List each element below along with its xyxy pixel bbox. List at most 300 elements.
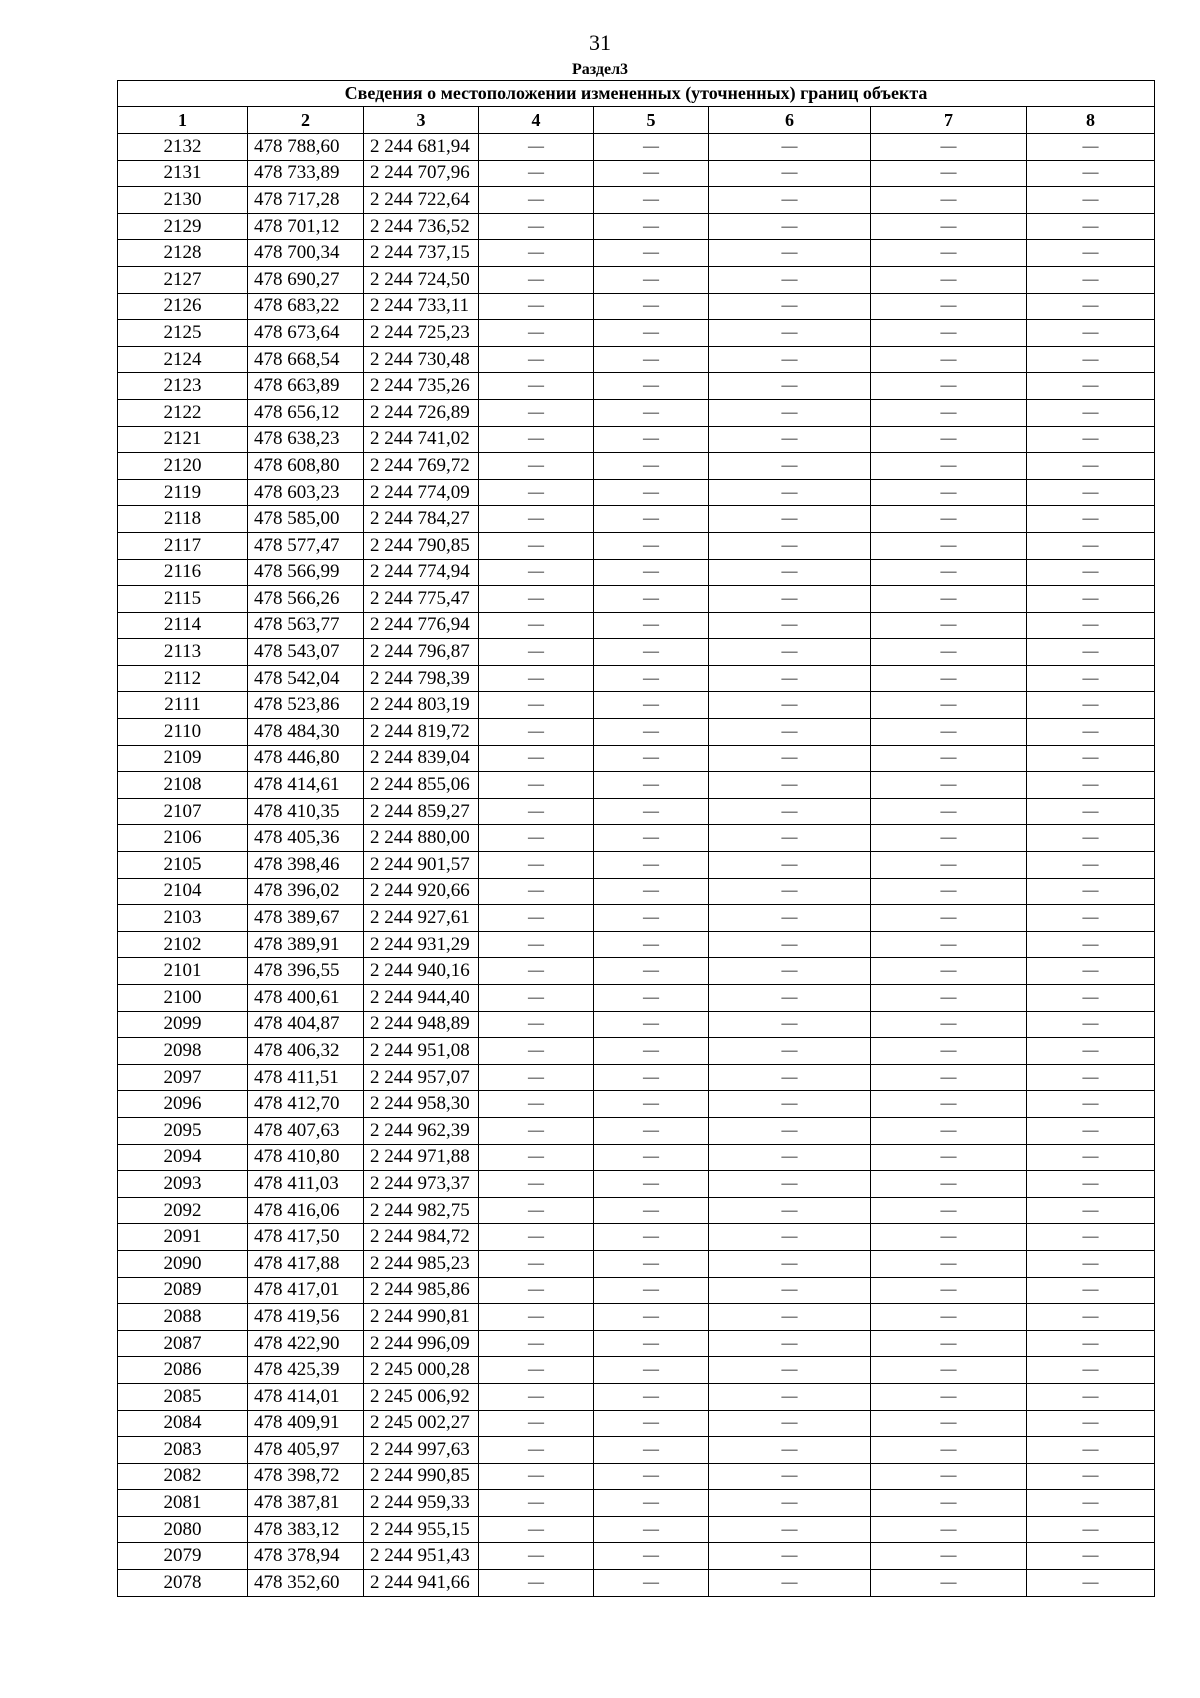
x-coordinate-cell: 478 663,89 xyxy=(248,373,364,400)
x-coordinate-cell: 478 389,67 xyxy=(248,905,364,932)
empty-cell: — xyxy=(1027,719,1155,746)
empty-cell: — xyxy=(1027,852,1155,879)
table-row xyxy=(118,1250,1155,1277)
table-row xyxy=(118,1490,1155,1517)
y-coordinate-cell: 2 244 741,02 xyxy=(364,426,479,453)
x-coordinate-cell: 478 414,61 xyxy=(248,772,364,799)
x-coordinate-cell: 478 411,03 xyxy=(248,1171,364,1198)
y-coordinate-cell: 2 244 736,52 xyxy=(364,213,479,240)
empty-cell: — xyxy=(479,825,594,852)
empty-cell: — xyxy=(871,346,1027,373)
point-number-cell: 2100 xyxy=(118,985,248,1012)
empty-cell: — xyxy=(709,266,871,293)
y-coordinate-cell: 2 244 819,72 xyxy=(364,719,479,746)
empty-cell: — xyxy=(594,1038,709,1065)
x-coordinate-cell: 478 608,80 xyxy=(248,453,364,480)
empty-cell: — xyxy=(479,772,594,799)
point-number-cell: 2123 xyxy=(118,373,248,400)
empty-cell: — xyxy=(871,878,1027,905)
x-coordinate-cell: 478 414,01 xyxy=(248,1383,364,1410)
empty-cell: — xyxy=(594,1117,709,1144)
table-row xyxy=(118,639,1155,666)
point-number-cell: 2102 xyxy=(118,931,248,958)
point-number-cell: 2107 xyxy=(118,798,248,825)
empty-cell: — xyxy=(479,240,594,267)
empty-cell: — xyxy=(479,1277,594,1304)
empty-cell: — xyxy=(709,453,871,480)
empty-cell: — xyxy=(709,1383,871,1410)
empty-cell: — xyxy=(594,1011,709,1038)
point-number-cell: 2089 xyxy=(118,1277,248,1304)
table-row xyxy=(118,1357,1155,1384)
empty-cell: — xyxy=(1027,1064,1155,1091)
empty-cell: — xyxy=(871,985,1027,1012)
y-coordinate-cell: 2 244 997,63 xyxy=(364,1437,479,1464)
empty-cell: — xyxy=(1027,453,1155,480)
point-number-cell: 2132 xyxy=(118,134,248,161)
x-coordinate-cell: 478 417,01 xyxy=(248,1277,364,1304)
table-row xyxy=(118,1410,1155,1437)
column-header-4: 4 xyxy=(479,107,594,134)
empty-cell: — xyxy=(1027,586,1155,613)
table-row xyxy=(118,506,1155,533)
y-coordinate-cell: 2 244 971,88 xyxy=(364,1144,479,1171)
table-row xyxy=(118,772,1155,799)
empty-cell: — xyxy=(594,532,709,559)
y-coordinate-cell: 2 244 776,94 xyxy=(364,612,479,639)
empty-cell: — xyxy=(594,134,709,161)
table-row xyxy=(118,532,1155,559)
point-number-cell: 2125 xyxy=(118,320,248,347)
empty-cell: — xyxy=(594,1171,709,1198)
x-coordinate-cell: 478 409,91 xyxy=(248,1410,364,1437)
empty-cell: — xyxy=(871,506,1027,533)
point-number-cell: 2085 xyxy=(118,1383,248,1410)
empty-cell: — xyxy=(479,426,594,453)
table-row xyxy=(118,373,1155,400)
empty-cell: — xyxy=(709,346,871,373)
empty-cell: — xyxy=(1027,1516,1155,1543)
table-row xyxy=(118,665,1155,692)
empty-cell: — xyxy=(1027,745,1155,772)
empty-cell: — xyxy=(871,1383,1027,1410)
point-number-cell: 2115 xyxy=(118,586,248,613)
empty-cell: — xyxy=(594,1064,709,1091)
point-number-cell: 2087 xyxy=(118,1330,248,1357)
point-number-cell: 2090 xyxy=(118,1250,248,1277)
point-number-cell: 2095 xyxy=(118,1117,248,1144)
empty-cell: — xyxy=(709,798,871,825)
y-coordinate-cell: 2 244 725,23 xyxy=(364,320,479,347)
empty-cell: — xyxy=(479,506,594,533)
empty-cell: — xyxy=(871,1117,1027,1144)
empty-cell: — xyxy=(1027,1250,1155,1277)
point-number-cell: 2119 xyxy=(118,479,248,506)
empty-cell: — xyxy=(594,426,709,453)
point-number-cell: 2127 xyxy=(118,266,248,293)
y-coordinate-cell: 2 244 722,64 xyxy=(364,187,479,214)
y-coordinate-cell: 2 244 955,15 xyxy=(364,1516,479,1543)
point-number-cell: 2131 xyxy=(118,160,248,187)
empty-cell: — xyxy=(871,1250,1027,1277)
y-coordinate-cell: 2 244 941,66 xyxy=(364,1570,479,1597)
x-coordinate-cell: 478 523,86 xyxy=(248,692,364,719)
empty-cell: — xyxy=(871,1330,1027,1357)
point-number-cell: 2120 xyxy=(118,453,248,480)
empty-cell: — xyxy=(594,958,709,985)
empty-cell: — xyxy=(1027,1383,1155,1410)
table-row xyxy=(118,134,1155,161)
empty-cell: — xyxy=(871,931,1027,958)
empty-cell: — xyxy=(479,1437,594,1464)
x-coordinate-cell: 478 396,55 xyxy=(248,958,364,985)
empty-cell: — xyxy=(1027,1117,1155,1144)
empty-cell: — xyxy=(594,373,709,400)
empty-cell: — xyxy=(709,1250,871,1277)
empty-cell: — xyxy=(594,1463,709,1490)
table-row xyxy=(118,1543,1155,1570)
empty-cell: — xyxy=(709,559,871,586)
empty-cell: — xyxy=(1027,1304,1155,1331)
empty-cell: — xyxy=(594,266,709,293)
empty-cell: — xyxy=(871,1171,1027,1198)
y-coordinate-cell: 2 244 927,61 xyxy=(364,905,479,932)
empty-cell: — xyxy=(871,213,1027,240)
table-row xyxy=(118,479,1155,506)
y-coordinate-cell: 2 244 984,72 xyxy=(364,1224,479,1251)
x-coordinate-cell: 478 683,22 xyxy=(248,293,364,320)
x-coordinate-cell: 478 398,46 xyxy=(248,852,364,879)
empty-cell: — xyxy=(871,532,1027,559)
empty-cell: — xyxy=(871,772,1027,799)
empty-cell: — xyxy=(1027,825,1155,852)
table-row xyxy=(118,1011,1155,1038)
empty-cell: — xyxy=(479,1490,594,1517)
y-coordinate-cell: 2 244 958,30 xyxy=(364,1091,479,1118)
empty-cell: — xyxy=(594,293,709,320)
y-coordinate-cell: 2 244 985,86 xyxy=(364,1277,479,1304)
x-coordinate-cell: 478 638,23 xyxy=(248,426,364,453)
empty-cell: — xyxy=(871,293,1027,320)
table-row xyxy=(118,160,1155,187)
table-row xyxy=(118,905,1155,932)
empty-cell: — xyxy=(709,745,871,772)
empty-cell: — xyxy=(479,665,594,692)
empty-cell: — xyxy=(479,346,594,373)
y-coordinate-cell: 2 244 769,72 xyxy=(364,453,479,480)
y-coordinate-cell: 2 245 000,28 xyxy=(364,1357,479,1384)
empty-cell: — xyxy=(594,1144,709,1171)
empty-cell: — xyxy=(871,1064,1027,1091)
empty-cell: — xyxy=(1027,1038,1155,1065)
empty-cell: — xyxy=(594,160,709,187)
empty-cell: — xyxy=(479,1410,594,1437)
x-coordinate-cell: 478 398,72 xyxy=(248,1463,364,1490)
empty-cell: — xyxy=(479,1570,594,1597)
empty-cell: — xyxy=(1027,1277,1155,1304)
empty-cell: — xyxy=(594,1250,709,1277)
empty-cell: — xyxy=(594,240,709,267)
x-coordinate-cell: 478 717,28 xyxy=(248,187,364,214)
y-coordinate-cell: 2 244 880,00 xyxy=(364,825,479,852)
empty-cell: — xyxy=(479,985,594,1012)
y-coordinate-cell: 2 244 839,04 xyxy=(364,745,479,772)
empty-cell: — xyxy=(1027,187,1155,214)
point-number-cell: 2110 xyxy=(118,719,248,746)
point-number-cell: 2112 xyxy=(118,665,248,692)
empty-cell: — xyxy=(871,958,1027,985)
point-number-cell: 2086 xyxy=(118,1357,248,1384)
table-row xyxy=(118,1437,1155,1464)
empty-cell: — xyxy=(479,373,594,400)
y-coordinate-cell: 2 244 931,29 xyxy=(364,931,479,958)
empty-cell: — xyxy=(709,665,871,692)
empty-cell: — xyxy=(479,1144,594,1171)
table-row xyxy=(118,1171,1155,1198)
y-coordinate-cell: 2 244 737,15 xyxy=(364,240,479,267)
x-coordinate-cell: 478 412,70 xyxy=(248,1091,364,1118)
x-coordinate-cell: 478 410,35 xyxy=(248,798,364,825)
empty-cell: — xyxy=(594,1410,709,1437)
empty-cell: — xyxy=(871,1091,1027,1118)
empty-cell: — xyxy=(709,426,871,453)
point-number-cell: 2116 xyxy=(118,559,248,586)
empty-cell: — xyxy=(479,479,594,506)
empty-cell: — xyxy=(871,1543,1027,1570)
empty-cell: — xyxy=(1027,1463,1155,1490)
table-row xyxy=(118,1383,1155,1410)
y-coordinate-cell: 2 244 990,85 xyxy=(364,1463,479,1490)
y-coordinate-cell: 2 244 735,26 xyxy=(364,373,479,400)
x-coordinate-cell: 478 352,60 xyxy=(248,1570,364,1597)
table-row xyxy=(118,852,1155,879)
empty-cell: — xyxy=(594,719,709,746)
empty-cell: — xyxy=(594,187,709,214)
empty-cell: — xyxy=(479,1091,594,1118)
empty-cell: — xyxy=(709,320,871,347)
empty-cell: — xyxy=(871,1011,1027,1038)
empty-cell: — xyxy=(594,1357,709,1384)
empty-cell: — xyxy=(479,1330,594,1357)
empty-cell: — xyxy=(594,453,709,480)
empty-cell: — xyxy=(871,426,1027,453)
table-row xyxy=(118,745,1155,772)
empty-cell: — xyxy=(594,506,709,533)
empty-cell: — xyxy=(594,1437,709,1464)
empty-cell: — xyxy=(594,931,709,958)
table-row xyxy=(118,985,1155,1012)
empty-cell: — xyxy=(709,772,871,799)
empty-cell: — xyxy=(1027,958,1155,985)
table-row xyxy=(118,426,1155,453)
y-coordinate-cell: 2 244 798,39 xyxy=(364,665,479,692)
table-row xyxy=(118,399,1155,426)
empty-cell: — xyxy=(594,559,709,586)
empty-cell: — xyxy=(594,852,709,879)
y-coordinate-cell: 2 244 784,27 xyxy=(364,506,479,533)
empty-cell: — xyxy=(594,772,709,799)
empty-cell: — xyxy=(709,1144,871,1171)
empty-cell: — xyxy=(479,1197,594,1224)
empty-cell: — xyxy=(871,1437,1027,1464)
empty-cell: — xyxy=(594,692,709,719)
empty-cell: — xyxy=(479,1383,594,1410)
empty-cell: — xyxy=(1027,266,1155,293)
empty-cell: — xyxy=(709,1224,871,1251)
empty-cell: — xyxy=(479,958,594,985)
empty-cell: — xyxy=(1027,1543,1155,1570)
y-coordinate-cell: 2 244 790,85 xyxy=(364,532,479,559)
empty-cell: — xyxy=(871,134,1027,161)
table-row xyxy=(118,187,1155,214)
empty-cell: — xyxy=(709,1064,871,1091)
point-number-cell: 2097 xyxy=(118,1064,248,1091)
empty-cell: — xyxy=(594,346,709,373)
empty-cell: — xyxy=(709,1357,871,1384)
x-coordinate-cell: 478 406,32 xyxy=(248,1038,364,1065)
empty-cell: — xyxy=(709,479,871,506)
empty-cell: — xyxy=(479,745,594,772)
point-number-cell: 2093 xyxy=(118,1171,248,1198)
point-number-cell: 2126 xyxy=(118,293,248,320)
empty-cell: — xyxy=(709,1330,871,1357)
empty-cell: — xyxy=(709,1463,871,1490)
empty-cell: — xyxy=(479,612,594,639)
empty-cell: — xyxy=(594,825,709,852)
empty-cell: — xyxy=(709,612,871,639)
empty-cell: — xyxy=(594,665,709,692)
empty-cell: — xyxy=(709,160,871,187)
empty-cell: — xyxy=(871,1490,1027,1517)
section-label: Раздел3 xyxy=(571,61,629,78)
y-coordinate-cell: 2 244 985,23 xyxy=(364,1250,479,1277)
x-coordinate-cell: 478 788,60 xyxy=(248,134,364,161)
empty-cell: — xyxy=(1027,878,1155,905)
empty-cell: — xyxy=(871,612,1027,639)
empty-cell: — xyxy=(479,134,594,161)
empty-cell: — xyxy=(871,1224,1027,1251)
x-coordinate-cell: 478 542,04 xyxy=(248,665,364,692)
empty-cell: — xyxy=(871,240,1027,267)
empty-cell: — xyxy=(709,878,871,905)
empty-cell: — xyxy=(1027,1144,1155,1171)
empty-cell: — xyxy=(709,134,871,161)
empty-cell: — xyxy=(479,266,594,293)
empty-cell: — xyxy=(594,639,709,666)
y-coordinate-cell: 2 244 959,33 xyxy=(364,1490,479,1517)
empty-cell: — xyxy=(1027,1091,1155,1118)
empty-cell: — xyxy=(479,320,594,347)
empty-cell: — xyxy=(479,559,594,586)
x-coordinate-cell: 478 585,00 xyxy=(248,506,364,533)
empty-cell: — xyxy=(479,852,594,879)
empty-cell: — xyxy=(1027,1570,1155,1597)
point-number-cell: 2080 xyxy=(118,1516,248,1543)
point-number-cell: 2105 xyxy=(118,852,248,879)
empty-cell: — xyxy=(871,1357,1027,1384)
empty-cell: — xyxy=(871,1463,1027,1490)
empty-cell: — xyxy=(709,931,871,958)
empty-cell: — xyxy=(871,665,1027,692)
empty-cell: — xyxy=(1027,985,1155,1012)
empty-cell: — xyxy=(594,479,709,506)
y-coordinate-cell: 2 244 996,09 xyxy=(364,1330,479,1357)
table-row xyxy=(118,1091,1155,1118)
y-coordinate-cell: 2 244 940,16 xyxy=(364,958,479,985)
x-coordinate-cell: 478 484,30 xyxy=(248,719,364,746)
empty-cell: — xyxy=(1027,320,1155,347)
empty-cell: — xyxy=(1027,160,1155,187)
empty-cell: — xyxy=(709,1171,871,1198)
empty-cell: — xyxy=(1027,1224,1155,1251)
point-number-cell: 2118 xyxy=(118,506,248,533)
empty-cell: — xyxy=(1027,479,1155,506)
x-coordinate-cell: 478 419,56 xyxy=(248,1304,364,1331)
table-row xyxy=(118,453,1155,480)
empty-cell: — xyxy=(479,213,594,240)
table-row xyxy=(118,1570,1155,1597)
y-coordinate-cell: 2 244 681,94 xyxy=(364,134,479,161)
empty-cell: — xyxy=(709,1011,871,1038)
empty-cell: — xyxy=(1027,293,1155,320)
empty-cell: — xyxy=(709,985,871,1012)
table-row xyxy=(118,320,1155,347)
point-number-cell: 2109 xyxy=(118,745,248,772)
table-row xyxy=(118,612,1155,639)
empty-cell: — xyxy=(1027,1357,1155,1384)
empty-cell: — xyxy=(594,1570,709,1597)
table-row xyxy=(118,1463,1155,1490)
empty-cell: — xyxy=(1027,665,1155,692)
point-number-cell: 2083 xyxy=(118,1437,248,1464)
empty-cell: — xyxy=(479,586,594,613)
empty-cell: — xyxy=(479,532,594,559)
empty-cell: — xyxy=(709,586,871,613)
empty-cell: — xyxy=(594,905,709,932)
table-row xyxy=(118,719,1155,746)
empty-cell: — xyxy=(1027,1011,1155,1038)
x-coordinate-cell: 478 543,07 xyxy=(248,639,364,666)
empty-cell: — xyxy=(594,1516,709,1543)
empty-cell: — xyxy=(1027,559,1155,586)
empty-cell: — xyxy=(479,1117,594,1144)
point-number-cell: 2096 xyxy=(118,1091,248,1118)
x-coordinate-cell: 478 566,99 xyxy=(248,559,364,586)
empty-cell: — xyxy=(709,373,871,400)
x-coordinate-cell: 478 404,87 xyxy=(248,1011,364,1038)
empty-cell: — xyxy=(871,798,1027,825)
empty-cell: — xyxy=(1027,639,1155,666)
empty-cell: — xyxy=(594,1197,709,1224)
empty-cell: — xyxy=(479,878,594,905)
table-row xyxy=(118,878,1155,905)
table-row xyxy=(118,293,1155,320)
empty-cell: — xyxy=(1027,1490,1155,1517)
empty-cell: — xyxy=(479,905,594,932)
empty-cell: — xyxy=(1027,373,1155,400)
table-body xyxy=(118,134,1155,1597)
x-coordinate-cell: 478 411,51 xyxy=(248,1064,364,1091)
y-coordinate-cell: 2 244 724,50 xyxy=(364,266,479,293)
x-coordinate-cell: 478 383,12 xyxy=(248,1516,364,1543)
column-header-row xyxy=(118,107,1155,134)
empty-cell: — xyxy=(709,1490,871,1517)
y-coordinate-cell: 2 244 982,75 xyxy=(364,1197,479,1224)
point-number-cell: 2084 xyxy=(118,1410,248,1437)
y-coordinate-cell: 2 244 730,48 xyxy=(364,346,479,373)
y-coordinate-cell: 2 244 774,09 xyxy=(364,479,479,506)
empty-cell: — xyxy=(709,1091,871,1118)
